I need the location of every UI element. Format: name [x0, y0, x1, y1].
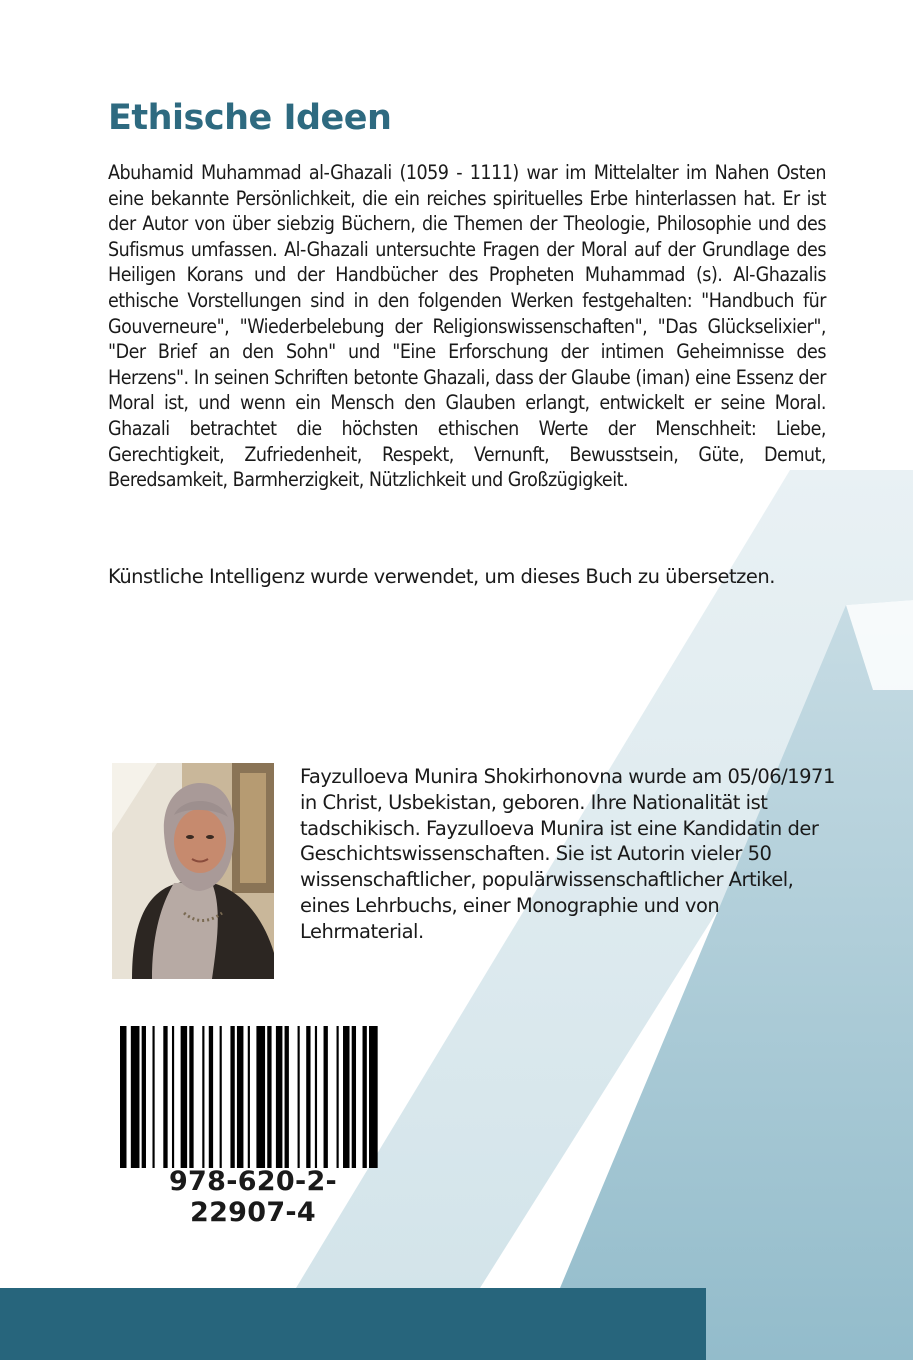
- barcode-bar: [352, 1026, 356, 1168]
- barcode-bar: [343, 1026, 350, 1168]
- barcode-bar: [324, 1026, 328, 1168]
- barcode-bar: [276, 1026, 283, 1168]
- footer-color-bar: [0, 1288, 706, 1360]
- barcode-bar: [120, 1026, 127, 1168]
- barcode-bar: [209, 1026, 213, 1168]
- translation-note: Künstliche Intelligenz wurde verwendet, um dieses Buch zu übersetzen.: [108, 565, 775, 588]
- barcode-bar: [131, 1026, 140, 1168]
- isbn-barcode: [112, 1018, 384, 1228]
- barcode-bar: [237, 1026, 244, 1168]
- barcode-bar: [172, 1026, 174, 1168]
- barcode-bar: [202, 1026, 204, 1168]
- isbn-number: 978-620-2-22907-4: [168, 1166, 338, 1228]
- barcode-bar: [267, 1026, 271, 1168]
- barcode-bar: [220, 1026, 222, 1168]
- barcode-bar: [298, 1026, 300, 1168]
- barcode-bar: [189, 1026, 193, 1168]
- barcode-bar: [369, 1026, 378, 1168]
- barcode-bar: [248, 1026, 250, 1168]
- barcode-icon: [120, 1026, 384, 1168]
- book-title: Ethische Ideen: [108, 98, 392, 138]
- barcode-bar: [142, 1026, 146, 1168]
- author-bio: Fayzulloeva Munira Shokirhonovna wurde am 05/06/1971 in Christ, Usbekistan, geboren. Ihre Nationalität ist tadschikisch. Fayzulloeva Munira ist eine Kandidatin der Geschichtswissenschaften. Sie ist Autorin vieler 50 wissenschaftlicher, populärwissenschaftlicher Artikel, eines Lehrbuchs, einer Monographie und von Lehrmaterial.: [300, 765, 835, 943]
- barcode-bar: [230, 1026, 234, 1168]
- barcode-bar: [337, 1026, 339, 1168]
- barcode-bar: [256, 1026, 265, 1168]
- barcode-bar: [163, 1026, 167, 1168]
- barcode-bar: [315, 1026, 317, 1168]
- barcode-bar: [152, 1026, 154, 1168]
- barcode-bar: [306, 1026, 310, 1168]
- author-photo: [112, 763, 274, 979]
- book-description: Abuhamid Muhammad al-Ghazali (1059 - 1111) war im Mittelalter im Nahen Osten eine bekannte Persönlichkeit, die ein reiches spirituelles Erbe hinterlassen hat. Er ist der Autor von über siebzig Büchern, die Themen der Theologie, Philosophie und des Sufismus umfassen. Al-Ghazali untersuchte Fragen der Moral auf der Grundlage des Heiligen Korans und der Handbücher des Propheten Muhammad (s). Al-Ghazalis ethische Vorstellungen sind in den folgenden Werken festgehalten: "Handbuch für Gouverneure", "Wiederbelebung der Religionswissenschaften", "Das Glückselixier", "Der Brief an den Sohn" und "Eine Erforschung der intimen Geheimnisse des Herzens". In seinen Schriften betonte Ghazali, dass der Glaube (iman) eine Essenz der Moral ist, und wenn ein Mensch den Glauben erlangt, entwickelt er seine Moral. Ghazali betrachtet die höchsten ethischen Werte der Menschheit: Liebe, Gerechtigkeit, Zufriedenheit, Respekt, Vernunft, Bewusstsein, Güte, Demut, Beredsamkeit, Barmherzigkeit, Nützlichkeit und Großzügigkeit.: [108, 161, 826, 492]
- barcode-bar: [285, 1026, 289, 1168]
- barcode-bar: [363, 1026, 367, 1168]
- author-portrait-illustration: [112, 763, 274, 979]
- barcode-bar: [181, 1026, 188, 1168]
